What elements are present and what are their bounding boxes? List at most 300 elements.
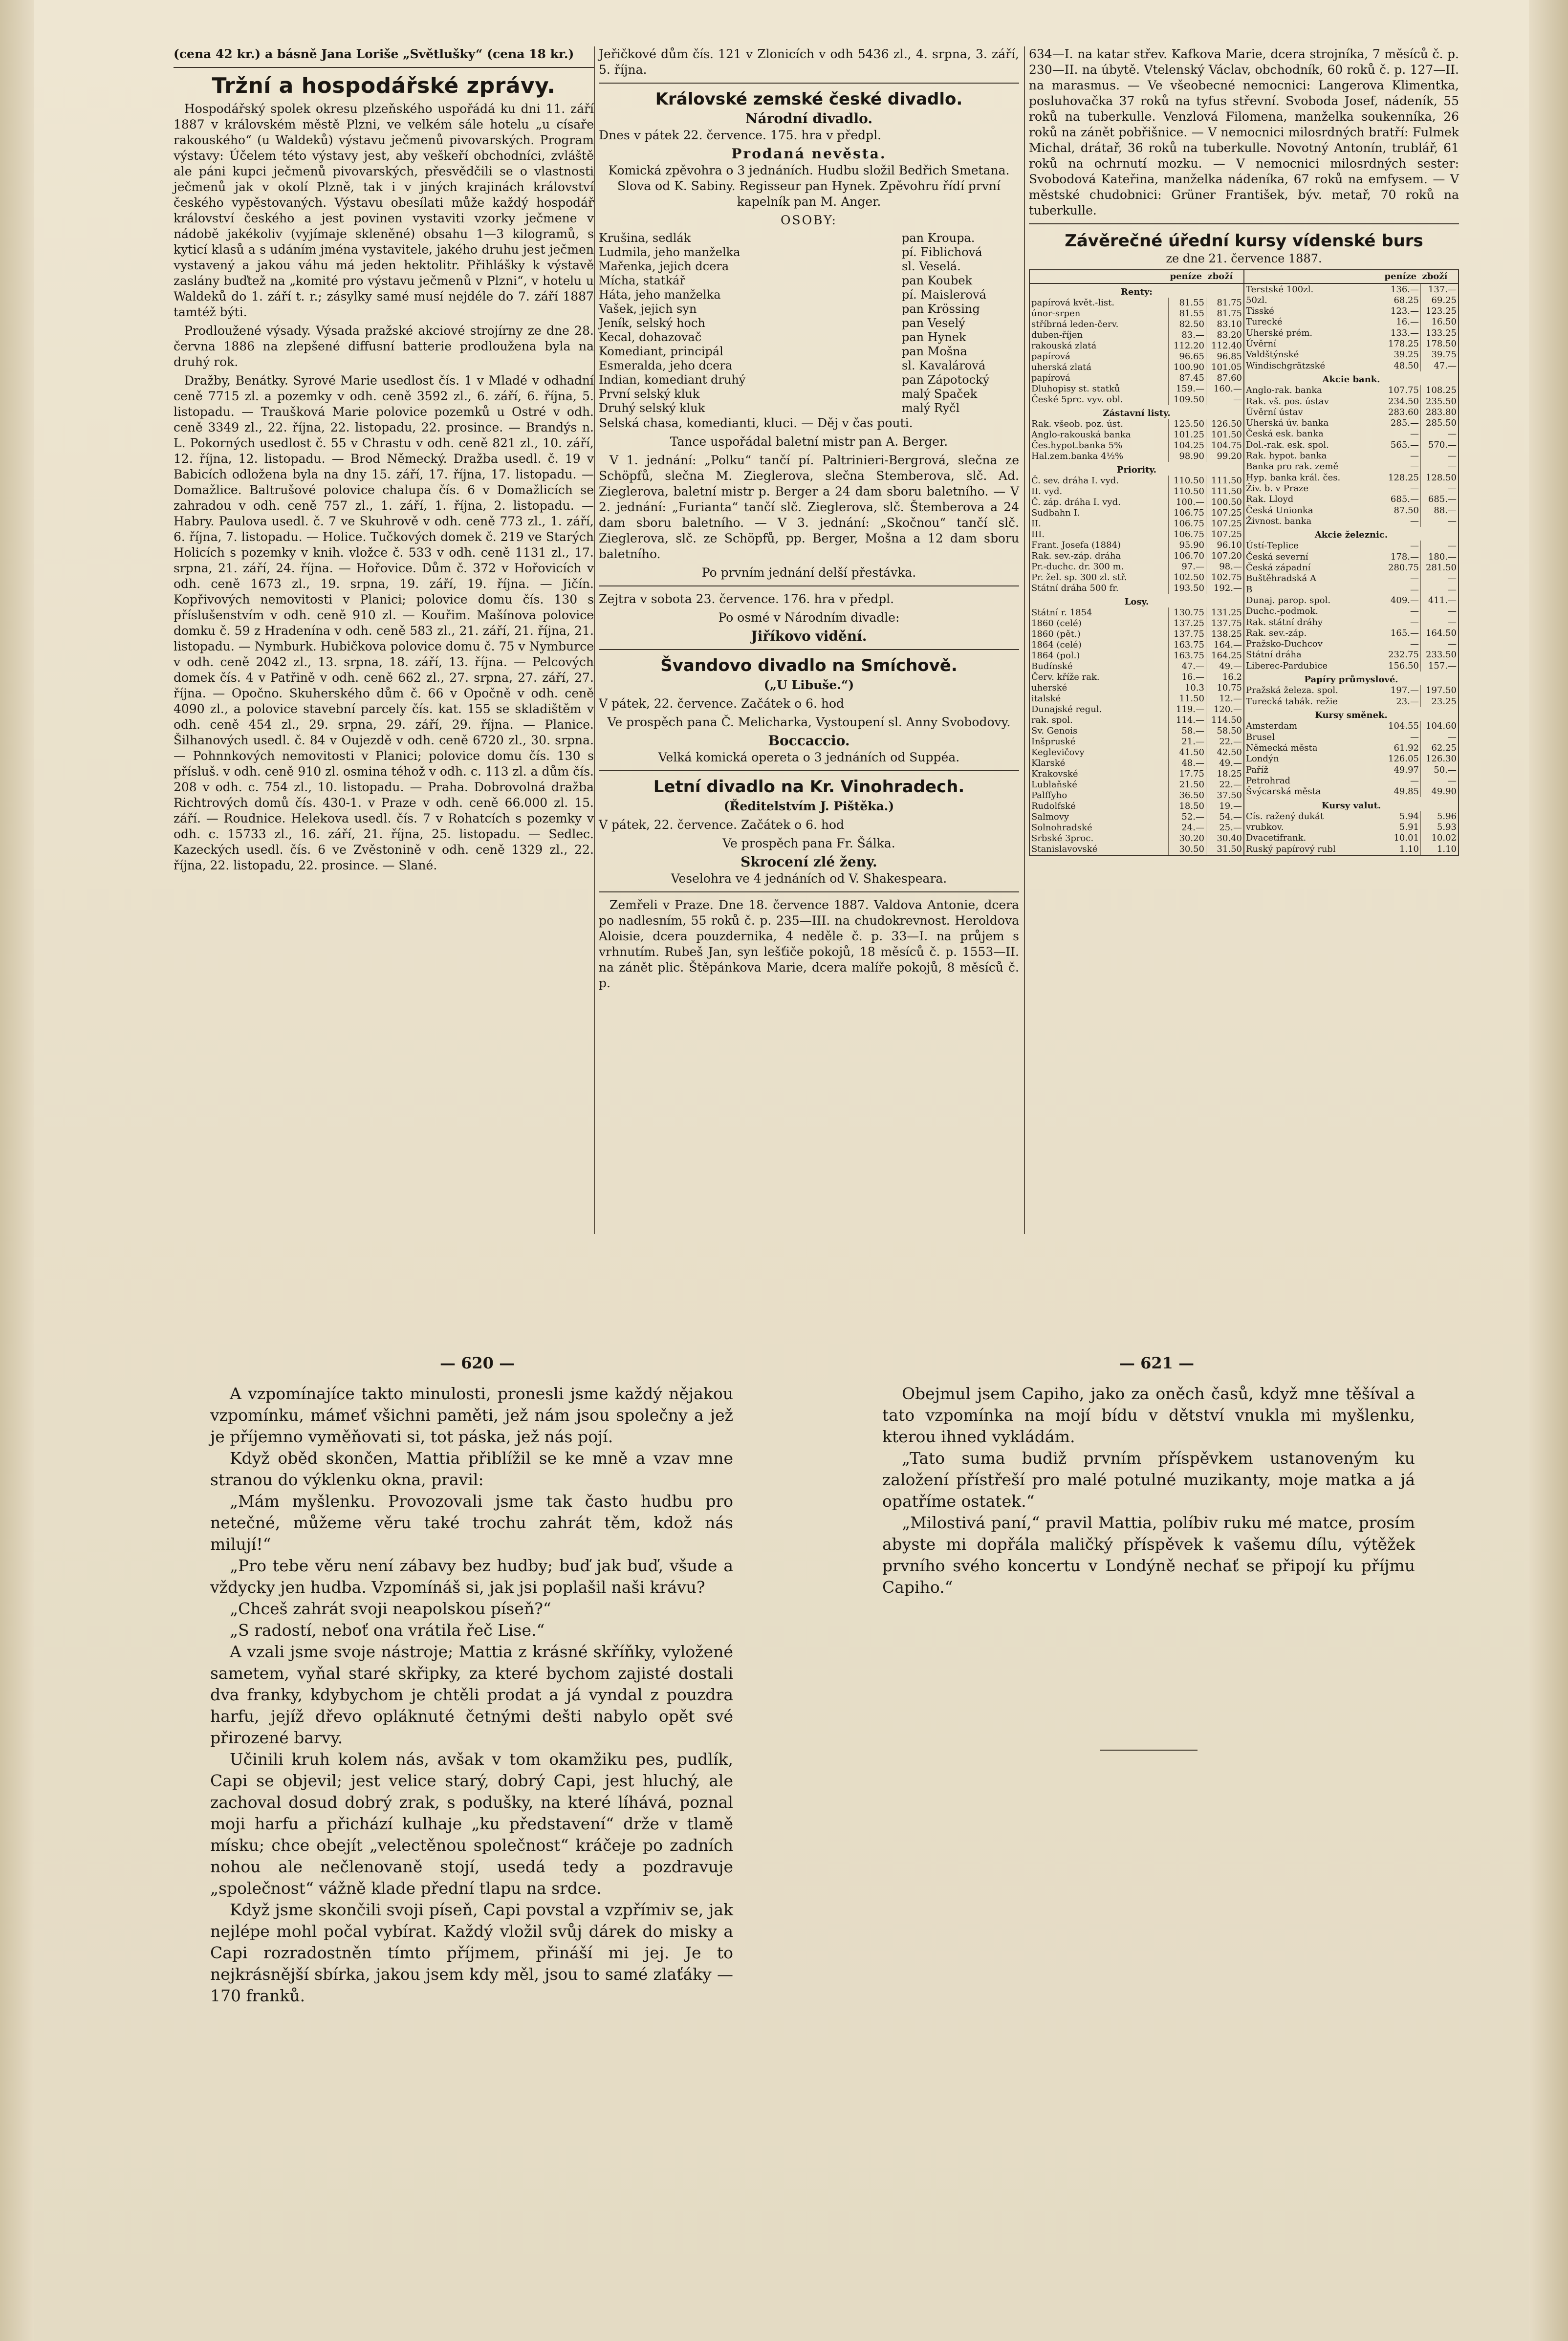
page-number-left: — 620 — [440,1354,515,1372]
rate-row [1244,786,1458,797]
rate-name: Uherská úv. banka [1246,418,1329,429]
rate-name: Terstské 100zl. [1246,284,1314,295]
rate-goods: 5.93 [1421,822,1459,833]
rate-goods: 685.— [1421,494,1459,505]
rate-money: 100.90 [1169,362,1206,373]
story-paragraph: „S radostí, neboť ona vrátila řeč Lise.“ [230,1621,545,1640]
rate-goods: 39.75 [1421,349,1459,360]
rate-name: Petrohrad [1246,775,1291,786]
cast-actor: pan Zápotocký [902,373,990,387]
rate-row [1244,451,1458,461]
rate-goods: 49.— [1206,661,1244,672]
rate-row [1244,527,1458,541]
rate-section-heading: Akcie bank. [1322,374,1380,385]
rate-goods: — [1421,516,1459,527]
page-edge-right [1529,0,1568,2341]
rate-money: 49.85 [1383,786,1421,797]
cast-role: Jeník, selský hoch [599,316,705,330]
rate-name: Pr.-duchc. dr. 300 m. [1031,562,1124,572]
rate-goods: 99.20 [1206,451,1244,462]
rate-row [1244,811,1458,822]
rate-row [1244,407,1458,418]
rate-name: Česká Unionka [1246,505,1313,516]
rate-goods: 98.— [1206,562,1244,572]
vinohrady-subtitle: (Ředitelstvím J. Pištěka.) [723,799,894,813]
rate-goods: 49.— [1206,758,1244,769]
rate-goods: 22.— [1206,737,1244,747]
col2-intro: Jeřičkové dům čís. 121 v Zlonicích v odh 5436 zl., 4. srpna, 3. září, 5. října. [599,47,1019,77]
divider [1029,223,1459,224]
rate-row [1244,429,1458,439]
cast-actor: malý Ryčl [902,401,960,415]
rate-money: 97.— [1169,562,1206,572]
rate-name: papírová květ.-list. [1031,298,1115,308]
rate-goods: — [1421,483,1459,494]
rate-row [1244,483,1458,494]
column-rule [1024,46,1025,1234]
smichov-description: Velká komická opereta o 3 jednáních od Suppéa. [658,750,960,764]
rate-goods: 285.50 [1421,418,1459,429]
rate-money: 106.75 [1169,508,1206,519]
rate-name: 1860 (pět.) [1031,629,1081,639]
opera-title: Prodaná nevěsta. [731,146,887,162]
rate-goods: 137.75 [1206,618,1244,629]
rate-row [1244,541,1458,551]
rate-row [1244,494,1458,505]
rate-money: 68.25 [1383,295,1421,306]
rate-goods: 133.25 [1421,328,1459,339]
cast-row [599,274,1019,288]
rate-money: 159.— [1169,384,1206,394]
col-header-money: peníze [1383,270,1421,283]
rate-row [1030,661,1243,672]
rate-row [1244,585,1458,595]
rate-name: uherské [1031,683,1067,693]
rate-money: 106.75 [1169,529,1206,540]
rate-name: Tisské [1246,306,1274,317]
rate-name: stříbrná leden-červ. [1031,319,1119,329]
rate-row [1030,519,1243,529]
rate-row [1244,396,1458,407]
rate-goods: — [1421,541,1459,551]
rate-money: 106.75 [1169,519,1206,529]
rate-row [1030,373,1243,384]
rate-money: 283.60 [1383,407,1421,418]
rate-money: 58.— [1169,726,1206,737]
rate-goods: 81.75 [1206,308,1244,319]
rate-row [1030,650,1243,661]
rate-money: 21.— [1169,737,1206,747]
exchange-rates-table [1029,269,1459,856]
rate-goods: 197.50 [1421,685,1459,696]
rate-money: 36.50 [1169,790,1206,801]
rate-money: 98.90 [1169,451,1206,462]
story-paragraph: „Milostivá paní,“ pravil Mattia, políbiv ruku mé matce, prosím abyste mi dopřála maličký příspěvek k vašemu dílu, výtěžek prvního svého koncertu v Londýně nechať se připojí ku příjmu Capiho.“ [882,1513,1415,1597]
rate-row [1030,508,1243,519]
rate-row [1030,758,1243,769]
rate-name: Salmovy [1031,812,1069,822]
story-right-page [882,1383,1415,1598]
rate-row [1030,823,1243,833]
rate-goods: 88.— [1421,505,1459,516]
cast-role: Mícha, statkář [599,274,685,287]
rate-name: Anglo-rak. banka [1246,385,1322,396]
rate-name: Ruský papírový rubl [1246,844,1336,854]
rate-money: 41.50 [1169,747,1206,758]
rate-row [1030,694,1243,704]
rate-goods: 164.25 [1206,650,1244,661]
col-header-money: peníze [1169,270,1206,283]
tomorrow-play: Jiříkovo vidění. [751,628,867,644]
divider [599,83,1019,84]
rate-goods: 37.50 [1206,790,1244,801]
rate-row [1030,704,1243,715]
rate-row [1244,743,1458,754]
rate-name: Živnost. banka [1246,516,1312,526]
cast-heading: OSOBY: [781,213,837,227]
rate-name: Inšpruské [1031,737,1076,747]
rate-name: únor-srpen [1031,308,1081,319]
rate-goods: 47.— [1421,360,1459,371]
cast-row [599,345,1019,359]
exchange-rates-title: Závěrečné úřední kursy vídenské burs [1065,231,1423,251]
auctions-text: Dražby, Benátky. Syrové Marie usedlost čís. 1 v Mladé v odhadní ceně 7715 zl. a pozemky v odh. ceně 3592 zl., 6. září, 6. října, 5. listopadu. — Traušková Marie polovice pozemků u Ostré v odh. ceně 3349 zl., 22. října, 22. listopadu, 22. prosince. — Brandýs n. L. Pokorných usedlost č. 55 v Chrastu v odh. ceně 821 zl., 10. září, 12. října, 12. listopadu. — Brod Německý. Dražba usedl. č. 19 v Babicích odložena byla na dny 15. září, 17. října, 17. listopadu. — Domažlice. Baltrušové polovice chalupa čís. 6 v Domažlicích se zahradou v odh. ceně 757 zl., 1. září, 1. října, 2. listopadu. — Habry. Paulova usedl. č. 7 ve Skuhrově v odh. ceně 773 zl., 1. září, 6. října, 7. listopadu. — Holice. Tučkových domek č. 219 ve Starých Holicích s pozemky v knih. vložce č. 533 v odh. ceně 1131 zl., 17. srpna, 21. září, 24. října. — Hořovice. Dům č. 372 v Hořovicích v odh. ceně 1673 zl., 19. srpna, 19. září, 19. října. — Jičín. Kopřivových nemovitosti v Planici; polovice domu čís. 130 s příslušenstvím v odh. ceně 910 zl. — Kouřim. Mašínova polovice domku č. 59 z Hradenína v odh. ceně 583 zl., 21. září, 21. října, 21. listopadu. — Nymburk. Hubičkova polovice domu č. 75 v Nymburce v odh. ceně 2042 zl., 13. srpna, 18. září, 13. října. — Pelcových domek čís. 4 v Patřině v odh. ceně 662 zl., 27. srpna, 27. září, 27. října. — Opočno. Skuherského dům č. 66 v Opočně v odh. ceně 4090 zl., a polovice stavební parcely čís. kat. 155 se skladištěm v odh. ceně 454 zl., 29. srpna, 29. září, 29. října. — Planice. Šilhanových usedl. č. 84 v Oujezdě v odh. ceně 6720 zl., 30. srpna. — Pohnnkových nemovitosti v Planici; polovice domu čís. 130 s přísluš. v odh. ceně 910 zl. osmina téhož v odh. c. 113 zl. a dům čís. 208 v odh. c. 754 zl., 10. listopadu. — Praha. Dobrovolná dražba Richtrových domů čís. 430-1. v Praze v odh. ceně 66.000 zl. 15. září. — Roudnice. Helekova usedl. čís. 7 v Rohatcích s pozemky v odh. c. 15733 zl., 16. září, 21. října, 25. listopadu. — Sedlec. Kazeckých usedl. čís. 6 ve Zvěstonině v odh. ceně 1329 zl., 22. října, 22. listopadu, 22. prosince. — Slané. [174,373,594,872]
rate-money: 49.97 [1383,764,1421,775]
rate-name: Sv. Genois [1031,726,1078,736]
cast-actor: pí. Maislerová [902,288,986,302]
rate-goods: 235.50 [1421,396,1459,407]
rate-money: 165.— [1383,628,1421,639]
rate-money: 163.75 [1169,650,1206,661]
rate-money: 110.50 [1169,486,1206,497]
rate-name: Dvacetifrank. [1246,833,1307,844]
rate-money: 48.50 [1383,360,1421,371]
smichov-theatre-title: Švandovo divadlo na Smíchově. [660,656,958,675]
rate-money: 52.— [1169,812,1206,823]
rate-goods: 62.25 [1421,743,1459,754]
col-header-goods: zboží [1421,270,1459,283]
rate-row [1244,516,1458,527]
cast-actor: pan Kroupa. [902,231,975,245]
rate-row [1030,726,1243,737]
barley-exhibition-text: Hospodářský spolek okresu plzeňského uspořádá ku dni 11. září 1887 v královském městě Plzni, ve velkém sále hotelu „u císaře rakouského“ (u Waldeků) výstavu ječmenů pivovarských. Program výstavy: Účelem této výstavy jest, aby veškeří obchodníci, zvláště ale páni kupci ječmenů pivovarských, přesvědčili se o vlastnosti ječmenů jak v okolí Plzně, tak i v jiných krajinách království českého vypěstovaných. Výstavu obesílati může každý hospodář království českého a jest povinen vystaviti vzorky ječmene v nádobě jakékoliv (vyjímaje skleněné) obsahu 1—3 kilogramů, s kyticí klasů a s udáním jména vystavitele, jakého druhu jest ječmen vystavený a jakou váhu má jeden hektolitr. Přihlášky k výstavě zaslány buďtež na „komité pro výstavu ječmenů v Plzni“, v hotelu u Waldeků do 1. září t. r.; zásylky samé musí nejdéle do 7. září 1887 tamtéž býti. [174,102,594,319]
rate-goods: 126.50 [1206,419,1244,430]
rate-goods: 107.20 [1206,551,1244,562]
rate-goods: 138.25 [1206,629,1244,640]
rate-goods: — [1421,606,1459,617]
cast-row [599,330,1019,345]
rate-money: — [1383,483,1421,494]
rate-money: 18.50 [1169,801,1206,812]
cast-actor: pan Koubek [902,274,973,287]
rate-row [1030,283,1243,298]
rate-money: — [1383,429,1421,439]
rate-goods: 96.85 [1206,351,1244,362]
rate-money: — [1383,461,1421,472]
rate-money: 100.— [1169,497,1206,508]
cast-role: Ludmila, jeho manželka [599,245,740,259]
rate-name: Č. sev. dráha I. vyd. [1031,476,1119,486]
cast-row [599,260,1019,274]
rate-name: B [1246,584,1253,595]
rate-goods: 69.25 [1421,295,1459,306]
rate-row [1244,283,1458,295]
column-2 [599,46,1019,994]
rate-name: Duchc.-podmok. [1246,606,1318,617]
rate-name: Banka pro rak. země [1246,461,1339,472]
rate-goods: 96.10 [1206,540,1244,551]
rate-goods: — [1421,573,1459,584]
rate-name: II. vyd. [1031,486,1063,497]
extended-privileges-text: Prodloužené výsady. Výsada pražské akciové strojírny ze dne 28. června 1886 na zlepšené diffusní batterie prodloužena byla na druhý rok. [174,324,594,369]
royal-theatre-title: Královské zemské české divadlo. [655,89,963,109]
rate-row [1030,308,1243,319]
rate-name: Rak. sev.-záp. [1246,628,1307,638]
rate-goods: 16.2 [1206,672,1244,683]
rate-row [1030,844,1243,855]
rate-name: rak. spol. [1031,715,1073,725]
rate-row [1030,769,1243,780]
cast-role: Komediant, principál [599,345,723,358]
rate-row [1244,349,1458,360]
rate-row [1244,764,1458,775]
rate-goods: 164.50 [1421,628,1459,639]
rate-row [1030,440,1243,451]
smichov-subtitle: („U Libuše.“) [763,678,854,692]
rate-goods: 107.25 [1206,529,1244,540]
rate-row [1030,351,1243,362]
vinohrady-play: Skrocení zlé ženy. [740,854,877,870]
rate-money: 39.25 [1383,349,1421,360]
rate-goods: 81.75 [1206,298,1244,308]
rate-row [1244,461,1458,472]
rate-name: rakouská zlatá [1031,341,1097,351]
rate-name: Čes.hypot.banka 5% [1031,440,1123,451]
rate-money: — [1383,573,1421,584]
rate-name: Rak. státní dráhy [1246,617,1323,628]
rate-money: 133.— [1383,328,1421,339]
story-paragraph: „Tato suma budiž prvním příspěvkem ustanoveným ku založení přístřeší pro malé potulné muzikanty, moje matka a já opatříme ostatek.“ [882,1449,1415,1511]
rate-goods: 42.50 [1206,747,1244,758]
rate-name: II. [1031,519,1041,529]
rate-goods: 112.40 [1206,341,1244,351]
rate-row [1030,790,1243,801]
rate-row [1030,341,1243,351]
rate-name: Pr. žel. sp. 300 zl. stř. [1031,572,1127,583]
rate-money: 685.— [1383,494,1421,505]
rate-row [1030,672,1243,683]
rate-goods: 25.— [1206,823,1244,833]
rate-goods: 123.25 [1421,306,1459,317]
rate-goods: — [1421,461,1459,472]
rate-row [1030,405,1243,419]
rate-money: 81.55 [1169,308,1206,319]
smichov-play: Boccaccio. [768,733,850,749]
rate-money: 156.50 [1383,661,1421,672]
deaths-text: Zemřeli v Praze. Dne 18. července 1887. Valdova Antonie, dcera po nadlesním, 55 roků č. p. 235—III. na chudokrevnost. Heroldova Aloisie, dcera pouzdernika, 4 neděle č. p. 33—I. na průjem s vrhnutím. Rubeš Jan, syn lešťiče pokojů, 18 měsíců č. p. 1553—II. na zánět plic. Štěpánkova Marie, dcera malíře pokojů, 8 měsíců č. p. [599,898,1019,990]
rate-row [1030,497,1243,508]
rate-name: Buštěhradská A [1246,573,1316,584]
rate-name: Rak. všeob. poz. úst. [1031,419,1123,429]
rate-row [1244,754,1458,764]
rate-goods: 102.75 [1206,572,1244,583]
rate-row [1244,505,1458,516]
rate-name: Budínské [1031,661,1073,672]
rate-money: 83.— [1169,330,1206,341]
vinohrady-description: Veselohra ve 4 jednáních od V. Shakespeara. [671,871,947,886]
rate-row [1030,362,1243,373]
rate-money: 104.25 [1169,440,1206,451]
rate-money: 96.65 [1169,351,1206,362]
cast-row [599,401,1019,415]
rate-name: Klarské [1031,758,1066,768]
rate-row [1244,552,1458,563]
rate-row [1244,563,1458,573]
rate-money: 163.75 [1169,640,1206,650]
rate-name: Anglo-rakouská banka [1031,430,1131,440]
rate-name: Turecké [1246,317,1283,327]
rate-row [1244,661,1458,672]
cast-row [599,302,1019,316]
rate-name: papírová [1031,351,1070,362]
rate-goods: 16.50 [1421,317,1459,327]
rate-row [1030,715,1243,726]
rate-name: Keglevičovy [1031,747,1085,758]
story-left-page [210,1383,733,2007]
rate-name: Sudbahn I. [1031,508,1080,518]
rate-section-heading: Priority. [1116,465,1157,475]
rate-money: 61.92 [1383,743,1421,754]
rate-row [1244,385,1458,396]
rate-goods: 12.— [1206,694,1244,704]
cast-actor: pan Mošna [902,345,967,358]
rate-row [1244,595,1458,606]
story-paragraph: „Pro tebe věru není zábavy bez hudby; buď jak buď, všude a vždycky jen hudba. Vzpomínáš si, jak jsi poplašil naši krávu? [210,1556,733,1597]
rate-section-heading: Renty: [1121,287,1153,297]
rate-goods: — [1421,776,1459,786]
rate-money: 107.75 [1383,385,1421,396]
rate-goods: 5.96 [1421,811,1459,822]
rate-row [1030,833,1243,844]
rate-row [1030,618,1243,629]
rate-row [1244,339,1458,349]
rate-money: 110.50 [1169,476,1206,486]
rate-goods: — [1421,451,1459,461]
vinohrady-date: V pátek, 22. července. Začátek o 6. hod [599,818,845,832]
rate-money: 10.3 [1169,683,1206,694]
rate-row [1244,696,1458,707]
rate-row [1030,801,1243,812]
rate-money: 30.50 [1169,844,1206,855]
rate-name: vrubkov. [1246,822,1284,833]
rate-money: 5.91 [1383,822,1421,833]
rate-goods: 570.— [1421,440,1459,451]
rate-name: Rak. sev.-záp. dráha [1031,551,1121,561]
deaths-continued: 634—I. na katar střev. Kafkova Marie, dcera strojníka, 7 měsíců č. p. 230—II. na úbytě. Vtelenský Václav, obchodník, 60 roků č. p. 127—II. na marasmus. — Ve všeobecné nemocnici: Langerova Klimentka, posluhovačka 37 roků na tyfus střevní. Svoboda Josef, nádeník, 55 roků na tuberkulle. Venzlová Filomena, manželka soukenníka, 26 roků na zánět pobřišnice. — V nemocnici milosrdných bratří: Fulmek Michal, drátař, 36 roků na tuberkulle. Novotný Antonín, trublář, 61 roků na ochrnutí mozku. — V nemocnici milosrdných sester: Svobodová Kateřina, manželka nádeníka, 67 roků na emfysem. — V městské chudobnici: Grüner František, býv. metař, 70 roků na tuberkulle. [1029,47,1459,217]
rate-row [1244,328,1458,339]
rate-name: Krakovské [1031,769,1078,779]
cast-actor: sl. Veselá. [902,260,961,273]
cast-row [599,316,1019,330]
tomorrow-performance: Zejtra v sobota 23. července. 176. hra v předpl. [599,592,894,606]
rate-goods: 126.30 [1421,754,1459,764]
rate-row [1030,476,1243,486]
smichov-benefit: Ve prospěch pana Č. Melicharka, Vystoupení sl. Anny Svobodovy. [607,715,1011,729]
rate-row [1030,607,1243,618]
story-paragraph: Když oběd skončen, Mattia přiblížil se ke mně a vzav mne stranou do výklenku okna, pravil: [210,1449,733,1489]
cast-actor: pan Hynek [902,330,966,344]
rate-goods: 160.— [1206,384,1244,394]
rate-goods: 23.25 [1421,696,1459,707]
rate-name: Windischgrätzské [1246,360,1326,371]
rate-name: Živ. b. v Praze [1246,483,1309,494]
rate-row [1030,737,1243,747]
rate-row [1244,797,1458,811]
rate-row [1244,617,1458,628]
rate-goods: 100.50 [1206,497,1244,508]
story-paragraph: Obejmul jsem Capiho, jako za oněch časů, když mne těšíval a tato vzpomínka na mojí bídu v dětství vnukla mi myšlenku, kterou ihned vykládám. [882,1384,1415,1446]
rate-row [1030,394,1243,405]
rate-goods: 58.50 [1206,726,1244,737]
rate-money: 128.25 [1383,472,1421,483]
rate-name: Pražsko-Duchcov [1246,639,1323,650]
rate-goods: — [1421,617,1459,628]
rate-goods: 49.90 [1421,786,1459,797]
rate-name: Rak. hypot. banka [1246,451,1327,461]
rate-row [1030,540,1243,551]
col1-intro: (cena 42 kr.) a básně Jana Loriše „Světlušky“ (cena 18 kr.) [174,47,574,61]
rate-name: 1864 (celé) [1031,640,1082,650]
rate-money: 137.25 [1169,618,1206,629]
exchange-table-left [1030,270,1243,855]
rate-row [1244,628,1458,639]
rate-goods: 107.25 [1206,508,1244,519]
rate-goods: 233.50 [1421,650,1459,660]
cast-actor: pí. Fiblichová [902,245,982,259]
rate-name: Rak. vš. pos. ústav [1246,396,1329,407]
rate-money: — [1383,451,1421,461]
rate-row [1244,573,1458,584]
rate-row [1030,780,1243,790]
rate-name: 50zl. [1246,295,1267,305]
rate-name: Státní dráha 500 fr. [1031,583,1119,593]
rate-name: Švýcarská města [1246,786,1321,797]
rate-goods: 111.50 [1206,476,1244,486]
rate-goods: 192.— [1206,583,1244,594]
rate-goods: 131.25 [1206,607,1244,618]
rate-money: 112.20 [1169,341,1206,351]
rate-goods: 83.20 [1206,330,1244,341]
smichov-date: V pátek, 22. července. Začátek o 6. hod [599,696,845,711]
exchange-rates-date: ze dne 21. července 1887. [1166,252,1322,265]
rate-money: 102.50 [1169,572,1206,583]
rate-row [1244,371,1458,385]
rate-name: Cís. ražený dukát [1246,811,1324,822]
rate-goods: 104.60 [1421,721,1459,732]
cast-role: Háta, jeho manželka [599,288,721,302]
rate-name: Státní dráha [1246,650,1302,660]
rate-name: Amsterdam [1246,721,1298,732]
rate-row [1244,472,1458,483]
rate-money: 30.20 [1169,833,1206,844]
rate-name: Uherské prém. [1246,327,1313,338]
rate-name: papírová [1031,373,1070,383]
column-3 [1029,46,1459,856]
rate-name: Státní r. 1854 [1031,607,1092,618]
rate-row [1030,812,1243,823]
rate-row [1030,551,1243,562]
rate-row [1030,451,1243,462]
